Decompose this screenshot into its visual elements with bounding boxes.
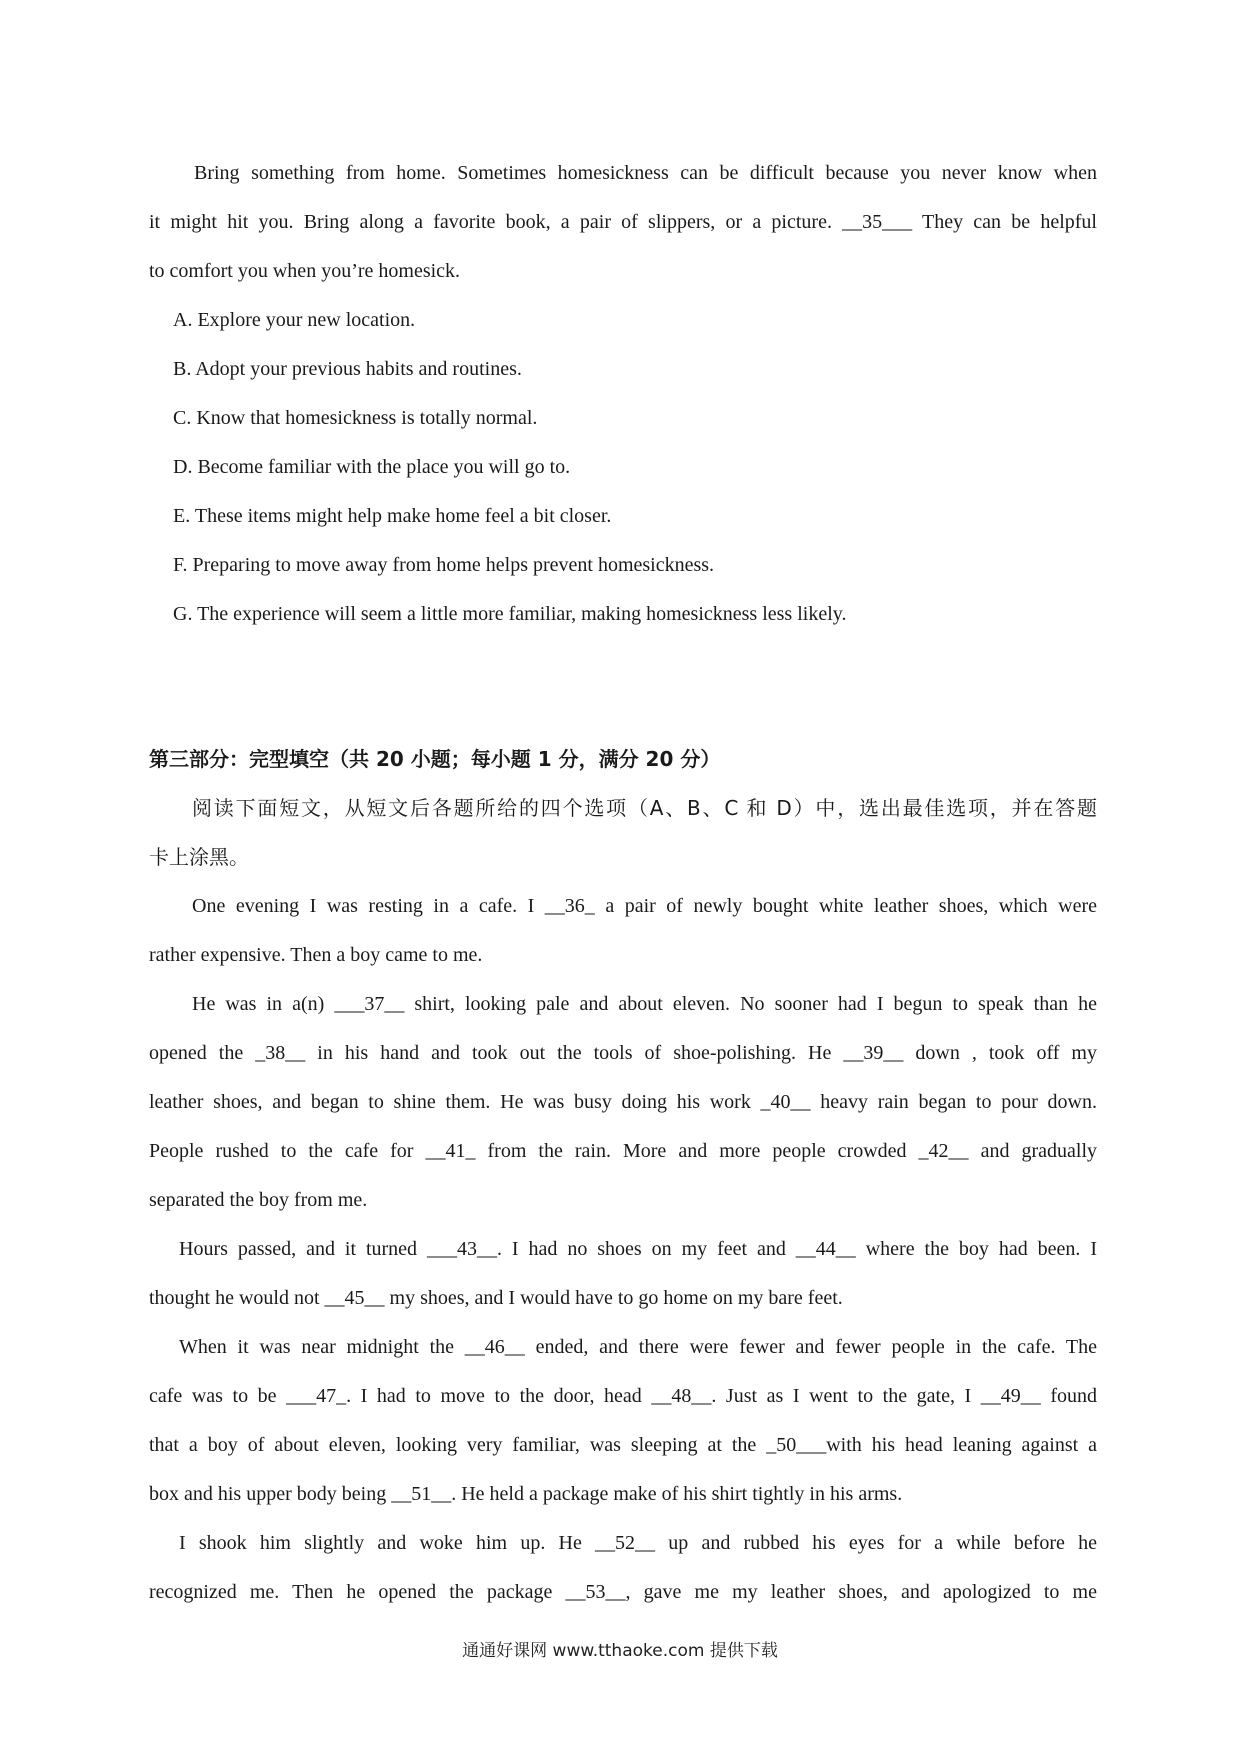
option-d: D. Become familiar with the place you will go to.: [173, 456, 571, 478]
cloze-line: recognized me. Then he opened the package __53__, gave me my leather shoes, and apologized to me: [149, 1581, 1097, 1603]
cloze-line: Hours passed, and it turned ___43__. I had no shoes on my feet and __44__ where the boy had been. I: [179, 1238, 1097, 1260]
cloze-line: box and his upper body being __51__. He held a package make of his shirt tightly in his arms.: [149, 1483, 903, 1505]
option-b: B. Adopt your previous habits and routines.: [173, 358, 522, 380]
page-footer: 通通好课网 www.tthaoke.com 提供下载: [462, 1641, 778, 1661]
option-g: G. The experience will seem a little more familiar, making homesickness less likely.: [173, 603, 847, 625]
option-e: E. These items might help make home feel a bit closer.: [173, 505, 612, 527]
cloze-line: He was in a(n) ___37__ shirt, looking pale and about eleven. No sooner had I begun to speak than he: [192, 993, 1097, 1015]
option-a: A. Explore your new location.: [173, 309, 416, 331]
option-f: F. Preparing to move away from home helps prevent homesickness.: [173, 554, 715, 576]
passage-line: to comfort you when you’re homesick.: [149, 260, 461, 282]
cloze-line: rather expensive. Then a boy came to me.: [149, 944, 483, 966]
cloze-line: opened the _38__ in his hand and took out the tools of shoe-polishing. He __39__ down , took off my: [149, 1042, 1097, 1064]
instruction-line: 卡上涂黑。: [149, 845, 249, 869]
cloze-line: separated the boy from me.: [149, 1189, 368, 1211]
passage-line: Bring something from home. Sometimes homesickness can be difficult because you never know when: [194, 162, 1097, 184]
cloze-line: leather shoes, and began to shine them. He was busy doing his work _40__ heavy rain began to pour down.: [149, 1091, 1097, 1113]
section-heading: 第三部分：完型填空（共 20 小题；每小题 1 分，满分 20 分）: [149, 747, 721, 771]
cloze-line: I shook him slightly and woke him up. He __52__ up and rubbed his eyes for a while before he: [179, 1532, 1097, 1554]
cloze-line: One evening I was resting in a cafe. I __36_ a pair of newly bought white leather shoes, which were: [192, 895, 1097, 917]
cloze-line: When it was near midnight the __46__ ended, and there were fewer and fewer people in the cafe. The: [179, 1336, 1097, 1358]
cloze-line: that a boy of about eleven, looking very familiar, was sleeping at the _50___with his head leaning against a: [149, 1434, 1097, 1456]
cloze-line: thought he would not __45__ my shoes, and I would have to go home on my bare feet.: [149, 1287, 843, 1309]
cloze-line: cafe was to be ___47_. I had to move to the door, head __48__. Just as I went to the gate, I __49__ found: [149, 1385, 1097, 1407]
passage-line: it might hit you. Bring along a favorite book, a pair of slippers, or a picture. __35___ They can be helpful: [149, 211, 1097, 233]
option-c: C. Know that homesickness is totally normal.: [173, 407, 538, 429]
instruction-line: 阅读下面短文，从短文后各题所给的四个选项（A、B、C 和 D）中，选出最佳选项，并在答题: [192, 796, 1097, 820]
cloze-line: People rushed to the cafe for __41_ from the rain. More and more people crowded _42__ and gradually: [149, 1140, 1097, 1162]
